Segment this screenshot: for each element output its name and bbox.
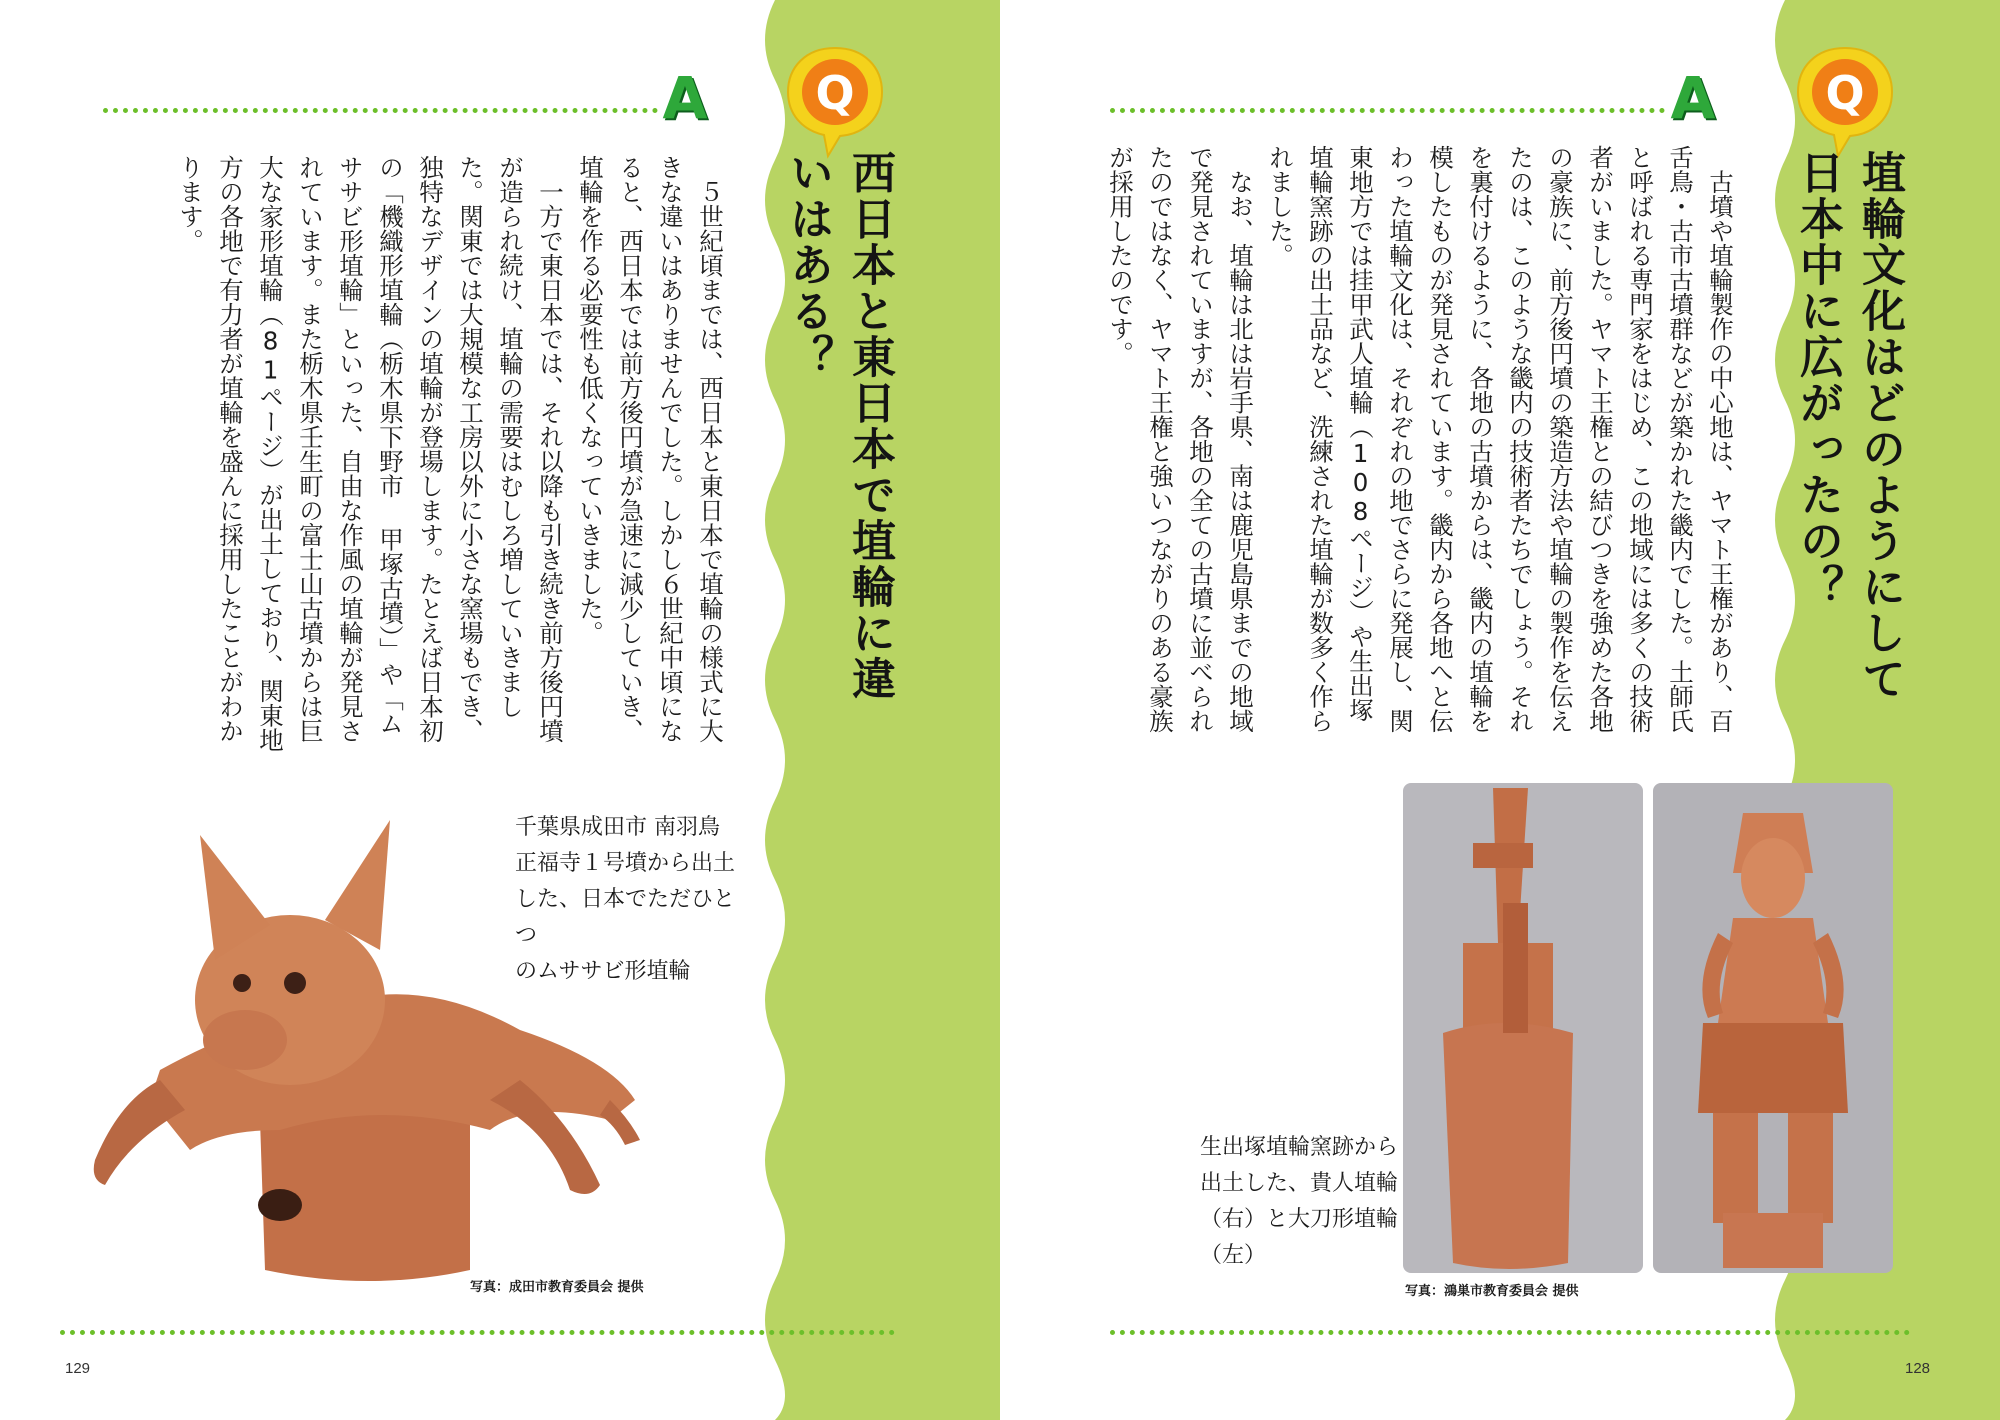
answer-mark: A xyxy=(662,64,708,132)
left-bottom-rule xyxy=(60,1330,895,1335)
right-body-text: 古墳や埴輪製作の中心地は、ヤマト王権があり、百舌鳥・古市古墳群などが築かれた畿内でした。土師氏と呼ばれる専門家をはじめ、この地域には多くの技術者がいました。ヤマト王権との結びつきを強めた各地の豪族に、前方後円墳の築造方法や埴輪の製作を伝えたのは、このような畿内の技術者たちでしょう。それを裏付けるように、各地の古墳からは、畿内の埴輪を模したものが発見されています。畿内から各地へと伝わった埴輪文化は、それぞれの地でさらに発展し、関東地方では挂甲武人埴輪（108ページ）や生出塚埴輪窯跡の出土品など、洗練された埴輪が数多く作られました。 なお、埴輪は北は岩手県、南は鹿児島県までの地域で発見されていますが、各地の全ての古墳に並べられたのではなく、ヤマト王権と強いつながりのある豪族が採用したのです。 xyxy=(1106,145,1735,733)
left-photo-credit: 写真：成田市教育委員会 提供 xyxy=(470,1280,644,1295)
left-question-title: 西日本と東日本で埴輪に違いはある？ xyxy=(782,150,895,702)
sword-haniwa-figure xyxy=(1403,783,1643,1273)
right-question-title: 埴輪文化はどのようにして日本中に広がったの？ xyxy=(1792,150,1905,702)
right-photo-caption: 生出塚埴輪窯跡から 出土した、貴人埴輪 （右）と大刀形埴輪（左） xyxy=(1200,1135,1399,1268)
kijin-haniwa-photo xyxy=(1653,783,1893,1273)
page-number: 128 xyxy=(1905,1360,1931,1377)
left-body-text: ５世紀頃までは、西日本と東日本で埴輪の様式に大きな違いはありませんでした。しかし６世紀中頃になると、西日本では前方後円墳が急速に減少していき、埴輪を作る必要性も低くなっていきました。 一方で東日本では、それ以降も引き続き前方後円墳が造られ続け、埴輪の需要はむしろ増していきました。関東では大規模な工房以外に小さな窯場もでき、独特なデザインの埴輪が登場します。たとえば日本初の「機織形埴輪（栃木県下野市 甲塚古墳）」や「ムササビ形埴輪」といった、自由な作風の埴輪が発見されています。また栃木県壬生町の富士山古墳からは巨大な家形埴輪（81ページ）が出土しており、関東地方の各地で有力者が埴輪を盛んに採用したことがわかります。 xyxy=(176,155,725,752)
question-mark-label: Q xyxy=(1825,66,1865,120)
noble-haniwa-figure xyxy=(1653,783,1893,1273)
page-number: 129 xyxy=(65,1360,91,1377)
question-bubble-icon xyxy=(780,40,890,160)
question-bubble-icon xyxy=(1790,40,1900,160)
right-photo-credit: 写真：鴻巣市教育委員会 提供 xyxy=(1405,1284,1579,1299)
tachi-haniwa-photo xyxy=(1403,783,1643,1273)
left-top-rule xyxy=(103,108,658,113)
answer-mark: A xyxy=(1670,64,1716,132)
right-page xyxy=(1000,0,2000,1420)
left-photo-caption: 千葉県成田市 南羽鳥 正福寺１号墳から出土 した、日本でただひとつ のムササビ形埴輪 xyxy=(515,815,736,984)
question-mark-label: Q xyxy=(815,66,855,120)
right-bottom-rule xyxy=(1110,1330,1910,1335)
right-top-rule xyxy=(1110,108,1665,113)
